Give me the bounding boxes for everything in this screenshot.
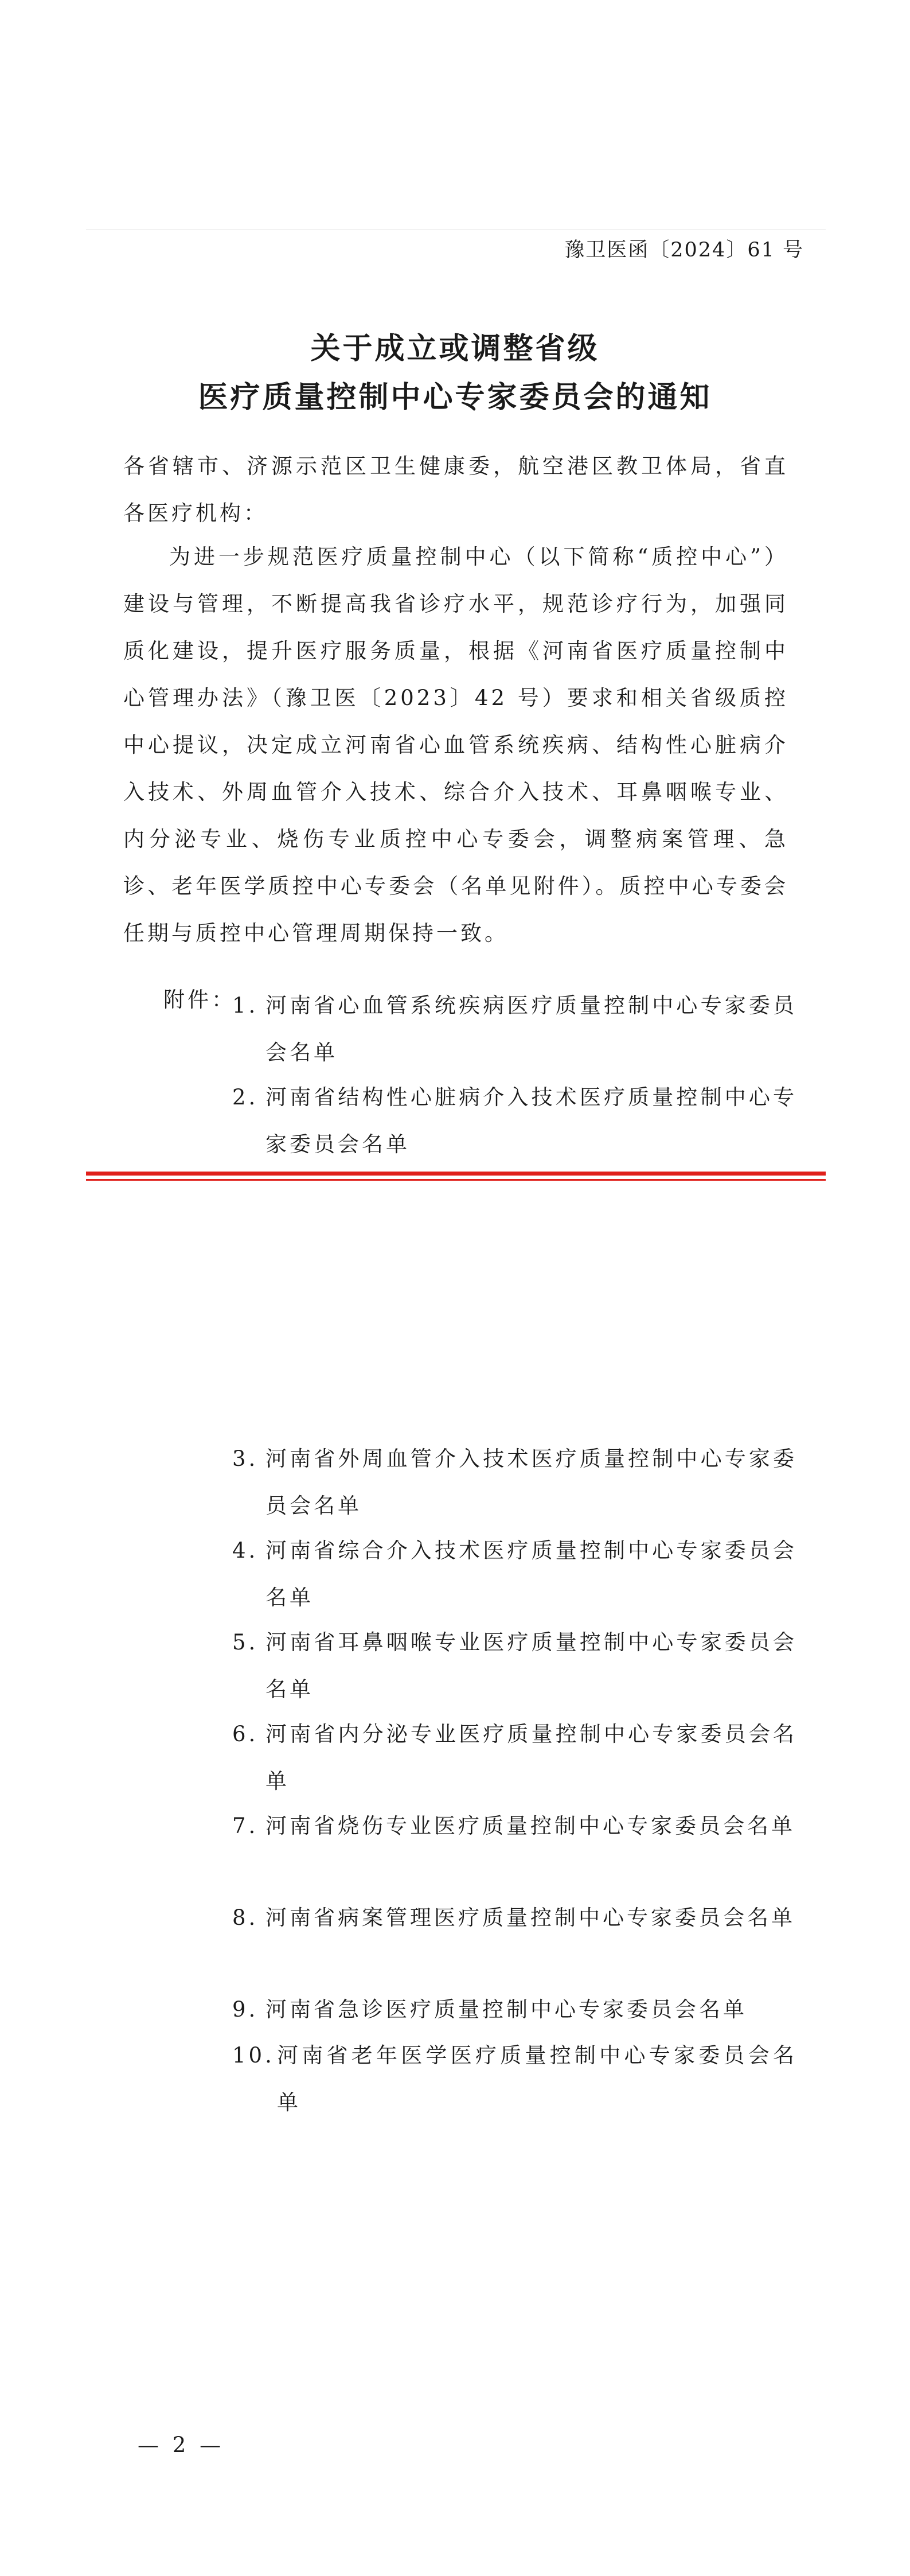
attachment-title: 河南省内分泌专业医疗质量控制中心专家委员会名单 [265,1722,797,1793]
attachment-number: 5. [232,1630,259,1655]
red-separator-thin [86,1179,826,1181]
attachment-item [232,1711,797,1805]
title-line-1: 关于成立或调整省级 [310,331,600,366]
attachment-number: 7. [232,1814,259,1838]
red-separator-thick [86,1172,826,1176]
attachment-item [232,1435,797,1530]
attachment-title: 河南省耳鼻咽喉专业医疗质量控制中心专家委员会名单 [265,1630,797,1702]
attachment-title: 河南省外周血管介入技术医疗质量控制中心专家委员会名单 [265,1446,797,1518]
attachment-number: 4. [232,1538,259,1563]
body-paragraph: 为进一步规范医疗质量控制中心（以下简称“质控中心”）建设与管理，不断提高我省诊疗水平，规范诊疗行为，加强同质化建设，提升医疗服务质量，根据《河南省医疗质量控制中心管理办法》（豫卫医〔2023〕42 号）要求和相关省级质控中心提议，决定成立河南省心血管系统疾病、结构性心脏病介入技术、外周血管介入技术、综合介入技术、耳鼻咽喉专业、内分泌专业、烧伤专业质控中心专委会，调整病案管理、急诊、老年医学质控中心专委会（名单见附件）。质控中心专委会任期与质控中心管理周期保持一致。 [123,544,788,945]
attachment-item [232,1074,797,1168]
header-divider [86,229,826,230]
attachment-number: 9. [232,1997,259,2022]
attachment-item [232,1527,797,1621]
attachment-title: 河南省病案管理医疗质量控制中心专家委员会名单 [265,1905,795,1930]
page-number: — 2 — [138,2433,225,2457]
attachment-item [232,982,797,1076]
attachments-label: 附件： [163,987,236,1012]
attachment-item [232,1986,797,2033]
attachment-title: 河南省结构性心脏病介入技术医疗质量控制中心专家委员会名单 [265,1085,797,1157]
attachment-number: 10. [232,2043,275,2068]
attachment-number: 1. [232,993,259,1018]
addressee: 各省辖市、济源示范区卫生健康委，航空港区教卫体局，省直各医疗机构： [123,454,788,526]
title-line-2: 医疗质量控制中心专家委员会的通知 [198,380,712,415]
attachment-item [232,2032,797,2126]
attachment-title: 河南省心血管系统疾病医疗质量控制中心专家委员会名单 [265,993,797,1065]
attachment-title: 河南省急诊医疗质量控制中心专家委员会名单 [265,1997,747,2022]
attachment-item [232,1619,797,1713]
attachment-number: 8. [232,1905,259,1930]
attachment-item [232,1894,797,1941]
attachment-number: 2. [232,1085,259,1110]
attachment-item [232,1803,797,1850]
document-number: 豫卫医函〔2024〕61 号 [564,239,804,262]
attachment-number: 6. [232,1722,259,1746]
attachment-number: 3. [232,1446,259,1471]
attachment-title: 河南省老年医学医疗质量控制中心专家委员会名单 [277,2043,797,2115]
attachment-title: 河南省综合介入技术医疗质量控制中心专家委员会名单 [265,1538,797,1610]
attachment-title: 河南省烧伤专业医疗质量控制中心专家委员会名单 [265,1814,795,1838]
